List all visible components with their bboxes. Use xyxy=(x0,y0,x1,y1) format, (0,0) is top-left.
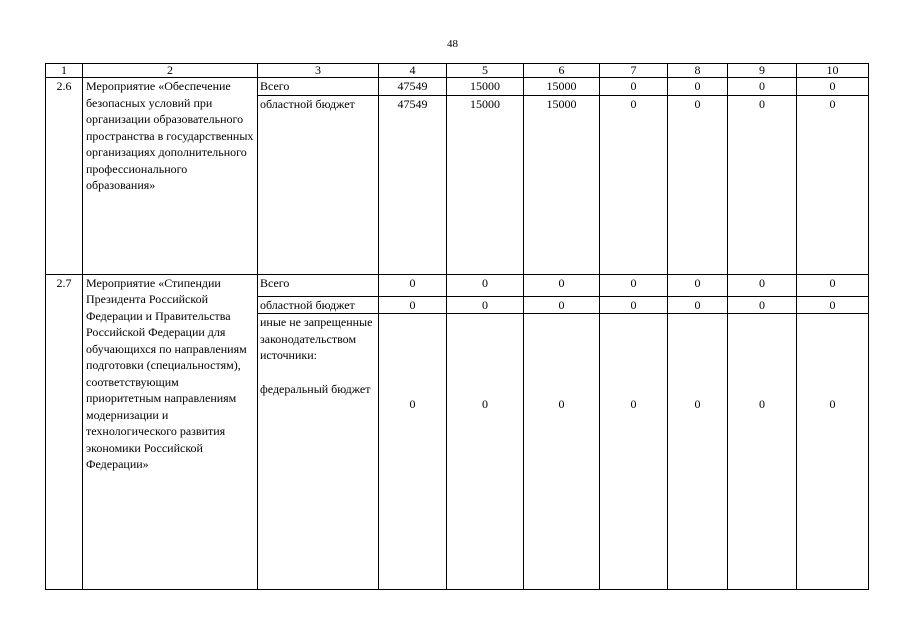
event-description: Мероприятие «Обеспечение безопасных условий при организации образовательного пространства в государственных организациях дополнительного профессионального образования» xyxy=(83,78,258,275)
value-cell: 0 xyxy=(797,78,869,96)
value-cell: 0 xyxy=(524,274,600,296)
value-cell: 0 xyxy=(728,274,797,296)
value-cell: 0 xyxy=(447,274,524,296)
header-cell: 10 xyxy=(797,64,869,78)
value-cell: 0 xyxy=(797,274,869,296)
value-cell: 0 xyxy=(600,274,668,296)
value-cell: 15000 xyxy=(524,78,600,96)
value-cell: 0 xyxy=(728,296,797,314)
value-cell: 0 xyxy=(379,296,447,314)
value-cell: 0 xyxy=(524,296,600,314)
table-row xyxy=(46,274,869,296)
source-sublabel: федеральный бюджет xyxy=(260,381,371,396)
value-cell: 0 xyxy=(600,296,668,314)
source-label: иные не запрещенные законодательством источники: xyxy=(260,315,373,362)
source-label: Всего xyxy=(258,274,379,296)
source-label: Всего xyxy=(258,78,379,96)
value-cell: 0 xyxy=(797,314,869,590)
value-cell: 0 xyxy=(379,314,447,590)
source-label: областной бюджет xyxy=(258,296,379,314)
value-cell: 0 xyxy=(797,296,869,314)
value-cell: 0 xyxy=(447,314,524,590)
value-cell: 0 xyxy=(668,296,728,314)
value-cell: 0 xyxy=(600,78,668,96)
value-cell: 15000 xyxy=(447,78,524,96)
header-cell: 8 xyxy=(668,64,728,78)
event-description: Мероприятие «Стипендии Президента Российской Федерации и Правительства Российской Федерации для обучающихся по направлениям подготовки (специальностям), соответствующим приоритетным направлениям модернизации и технологического развития экономики Российской Федерации» xyxy=(83,274,258,590)
header-cell: 4 xyxy=(379,64,447,78)
header-row xyxy=(46,64,869,78)
header-cell: 7 xyxy=(600,64,668,78)
value-cell: 0 xyxy=(728,78,797,96)
header-cell: 2 xyxy=(83,64,258,78)
header-cell: 9 xyxy=(728,64,797,78)
header-cell: 3 xyxy=(258,64,379,78)
value-cell: 0 xyxy=(728,314,797,590)
row-id: 2.6 xyxy=(46,78,83,275)
value-cell: 47549 xyxy=(379,95,447,274)
page-number: 48 xyxy=(447,38,458,50)
budget-table xyxy=(45,63,869,590)
value-cell: 0 xyxy=(447,296,524,314)
value-cell: 0 xyxy=(797,95,869,274)
value-cell: 0 xyxy=(379,274,447,296)
table-row xyxy=(46,78,869,96)
value-cell: 0 xyxy=(668,95,728,274)
value-cell: 0 xyxy=(668,78,728,96)
header-cell: 5 xyxy=(447,64,524,78)
value-cell: 47549 xyxy=(379,78,447,96)
value-cell: 0 xyxy=(668,314,728,590)
value-cell: 0 xyxy=(600,95,668,274)
value-cell: 15000 xyxy=(447,95,524,274)
source-label-other xyxy=(258,314,379,590)
value-cell: 0 xyxy=(600,314,668,590)
value-cell: 0 xyxy=(668,274,728,296)
source-label: областной бюджет xyxy=(258,95,379,274)
header-cell: 1 xyxy=(46,64,83,78)
row-id: 2.7 xyxy=(46,274,83,590)
header-cell: 6 xyxy=(524,64,600,78)
value-cell: 0 xyxy=(524,314,600,590)
value-cell: 0 xyxy=(728,95,797,274)
value-cell: 15000 xyxy=(524,95,600,274)
